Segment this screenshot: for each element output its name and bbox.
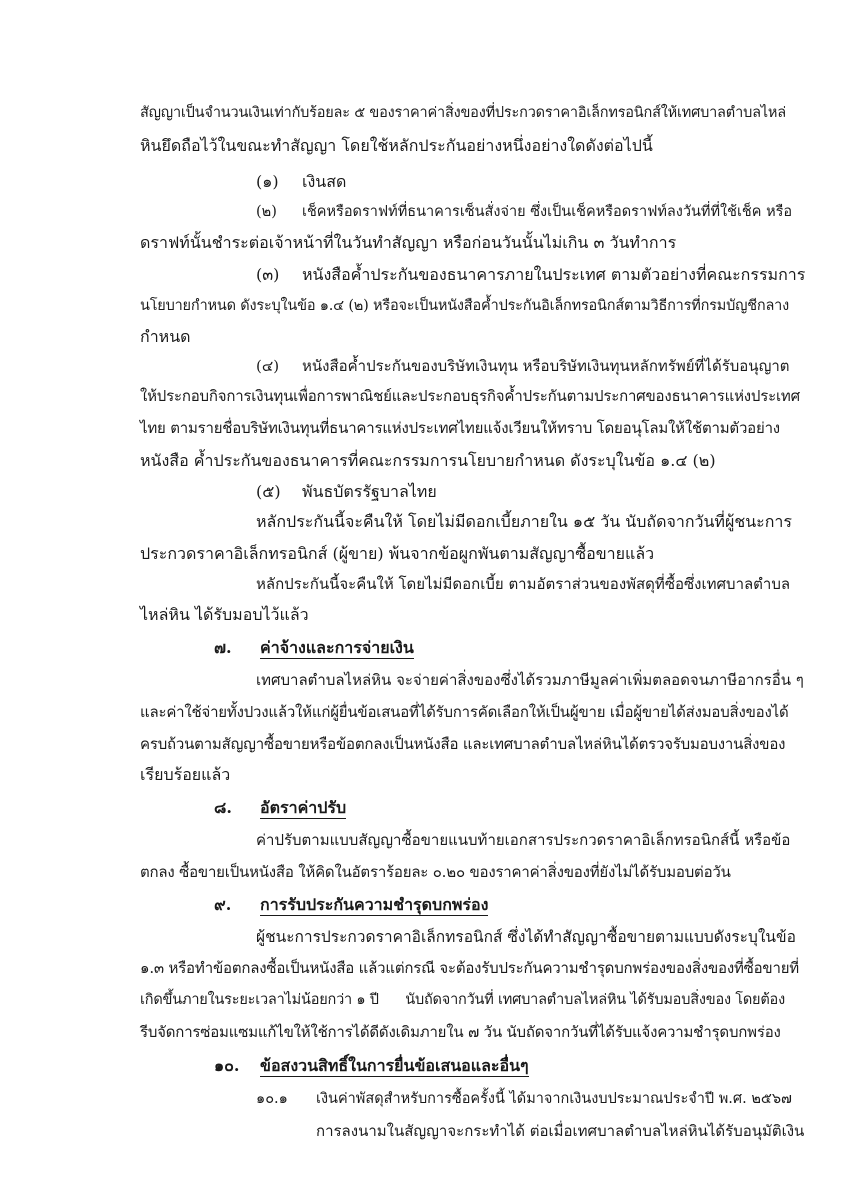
paragraph-line: ครบถ้วนตามสัญญาซื้อขายหรือข้อตกลงเป็นหนังสือ และเทศบาลตำบลไหล่หินได้ตรวจรับมอบงานสิ่งของ [140,735,786,753]
section-title: ข้อสงวนสิทธิ์ในการยื่นข้อเสนอและอื่นๆ [260,1056,529,1075]
item-text: เช็คหรือดราฟท์ที่ธนาคารเซ็นสั่งจ่าย ซึ่งเป็นเช็คหรือดราฟท์ลงวันที่ที่ใช้เช็ค หรือ [302,204,793,220]
guarantee-item-5 [256,482,437,502]
paragraph-line: เกิดขึ้นภายในระยะเวลาไม่น้อยกว่า ๑ ปี นับถัดจากวันที่ เทศบาลตำบลไหล่หิน ได้รับมอบสิ่งของ โดยต้อง [140,992,785,1008]
guarantee-item-4 [256,356,790,376]
paragraph-line: ไหล่หิน ได้รับมอบไว้แล้ว [140,605,309,624]
paragraph-line: ตกลง ซื้อขายเป็นหนังสือ ให้คิดในอัตราร้อยละ ๐.๒๐ ของราคาค่าสิ่งของที่ยังไม่ได้รับมอบต่อวัน [140,863,731,881]
paragraph-line: หลักประกันนี้จะคืนให้ โดยไม่มีดอกเบี้ย ตามอัตราส่วนของพัสดุที่ซื้อซึ่งเทศบาลตำบล [256,575,791,593]
section-heading-8 [214,798,346,818]
paragraph-line: ดราฟท์นั้นชำระต่อเจ้าหน้าที่ในวันทำสัญญา หรือก่อนวันนั้นไม่เกิน ๓ วันทำการ [140,233,677,252]
subsection-10-1 [256,1089,792,1109]
paragraph-line: ประกวดราคาอิเล็กทรอนิกส์ (ผู้ขาย) พ้นจากข้อผูกพันตามสัญญาซื้อขายแล้ว [140,544,655,563]
paragraph-line: รีบจัดการซ่อมแซมแก้ไขให้ใช้การได้ดีดังเดิมภายใน ๗ วัน นับถัดจากวันที่ได้รับแจ้งความชำรุดบกพร่อง [140,1023,781,1041]
item-number: (๒) [256,204,277,220]
paragraph-line: กำหนด [140,327,191,346]
paragraph-line: หลักประกันนี้จะคืนให้ โดยไม่มีดอกเบี้ยภายใน ๑๕ วัน นับถัดจากวันที่ผู้ชนะการ [256,512,793,531]
item-number: (๓) [256,265,280,284]
section-title: ค่าจ้างและการจ่ายเงิน [260,638,414,657]
paragraph-line: สัญญาเป็นจำนวนเงินเท่ากับร้อยละ ๕ ของราคาค่าสิ่งของที่ประกวดราคาอิเล็กทรอนิกส์ให้เทศบาลตำบลไหล่ [140,105,786,121]
guarantee-item-3 [256,265,805,285]
section-heading-7 [214,638,414,658]
guarantee-item-1 [256,172,346,192]
section-number: ๗. [214,638,232,657]
paragraph-line: การลงนามในสัญญาจะกระทำได้ ต่อเมื่อเทศบาลตำบลไหล่หินได้รับอนุมัติเงิน [316,1122,805,1140]
section-number: ๑๐. [214,1056,240,1075]
section-heading-9 [214,895,488,915]
subsection-number: ๑๐.๑ [256,1091,288,1107]
item-number: (๔) [256,357,280,375]
section-heading-10 [214,1056,529,1076]
paragraph-line: หนังสือ ค้ำประกันของธนาคารที่คณะกรรมการนโยบายกำหนด ดังระบุในข้อ ๑.๔ (๒) [140,451,716,470]
item-number: (๕) [256,482,281,501]
item-text: เงินค่าพัสดุสำหรับการซื้อครั้งนี้ ได้มาจากเงินงบประมาณประจำปี พ.ศ. ๒๕๖๗ [316,1091,792,1107]
item-text: พันธบัตรรัฐบาลไทย [302,482,437,501]
paragraph-line: ค่าปรับตามแบบสัญญาซื้อขายแนบท้ายเอกสารประกวดราคาอิเล็กทรอนิกส์นี้ หรือข้อ [256,831,791,849]
paragraph-line: ให้ประกอบกิจการเงินทุนเพื่อการพาณิชย์และประกอบธุรกิจค้ำประกันตามประกาศของธนาคารแห่งประเทศ [140,387,800,405]
guarantee-item-2 [256,202,792,222]
paragraph-line: ผู้ชนะการประกวดราคาอิเล็กทรอนิกส์ ซึ่งได้ทำสัญญาซื้อขายตามแบบดังระบุในข้อ [256,928,796,946]
paragraph-line: และค่าใช้จ่ายทั้งปวงแล้วให้แก่ผู้ยื่นข้อเสนอที่ได้รับการคัดเลือกให้เป็นผู้ขาย เมื่อผู้ขายได้ส่งมอบสิ่งของได้ [140,703,789,721]
section-title: อัตราค่าปรับ [260,798,347,817]
paragraph-line: หินยึดถือไว้ในขณะทำสัญญา โดยใช้หลักประกันอย่างหนึ่งอย่างใดดังต่อไปนี้ [140,136,653,155]
paragraph-line: นโยบายกำหนด ดังระบุในข้อ ๑.๔ (๒) หรือจะเป็นหนังสือค้ำประกันอิเล็กทรอนิกส์ตามวิธีการที่กรมบัญชีกลาง [140,298,789,314]
item-number: (๑) [256,172,279,191]
section-number: ๘. [214,798,232,817]
paragraph-line: ๑.๓ หรือทำข้อตกลงซื้อเป็นหนังสือ แล้วแต่กรณี จะต้องรับประกันความชำรุดบกพร่องของสิ่งของที่ซื้อขายที่ [140,959,799,977]
item-text: หนังสือค้ำประกันของธนาคารภายในประเทศ ตามตัวอย่างที่คณะกรรมการ [302,265,806,284]
section-title: การรับประกันความชำรุดบกพร่อง [260,895,489,914]
item-text: หนังสือค้ำประกันของบริษัทเงินทุน หรือบริษัทเงินทุนหลักทรัพย์ที่ได้รับอนุญาต [302,357,790,375]
paragraph-line: เทศบาลตำบลไหล่หิน จะจ่ายค่าสิ่งของซึ่งได้รวมภาษีมูลค่าเพิ่มตลอดจนภาษีอากรอื่น ๆ [256,671,804,689]
section-number: ๙. [214,895,232,914]
item-text: เงินสด [302,172,347,191]
paragraph-line: ไทย ตามรายชื่อบริษัทเงินทุนที่ธนาคารแห่งประเทศไทยแจ้งเวียนให้ทราบ โดยอนุโลมให้ใช้ตามตัวอย่าง [140,419,780,437]
paragraph-line: เรียบร้อยแล้ว [140,765,231,784]
